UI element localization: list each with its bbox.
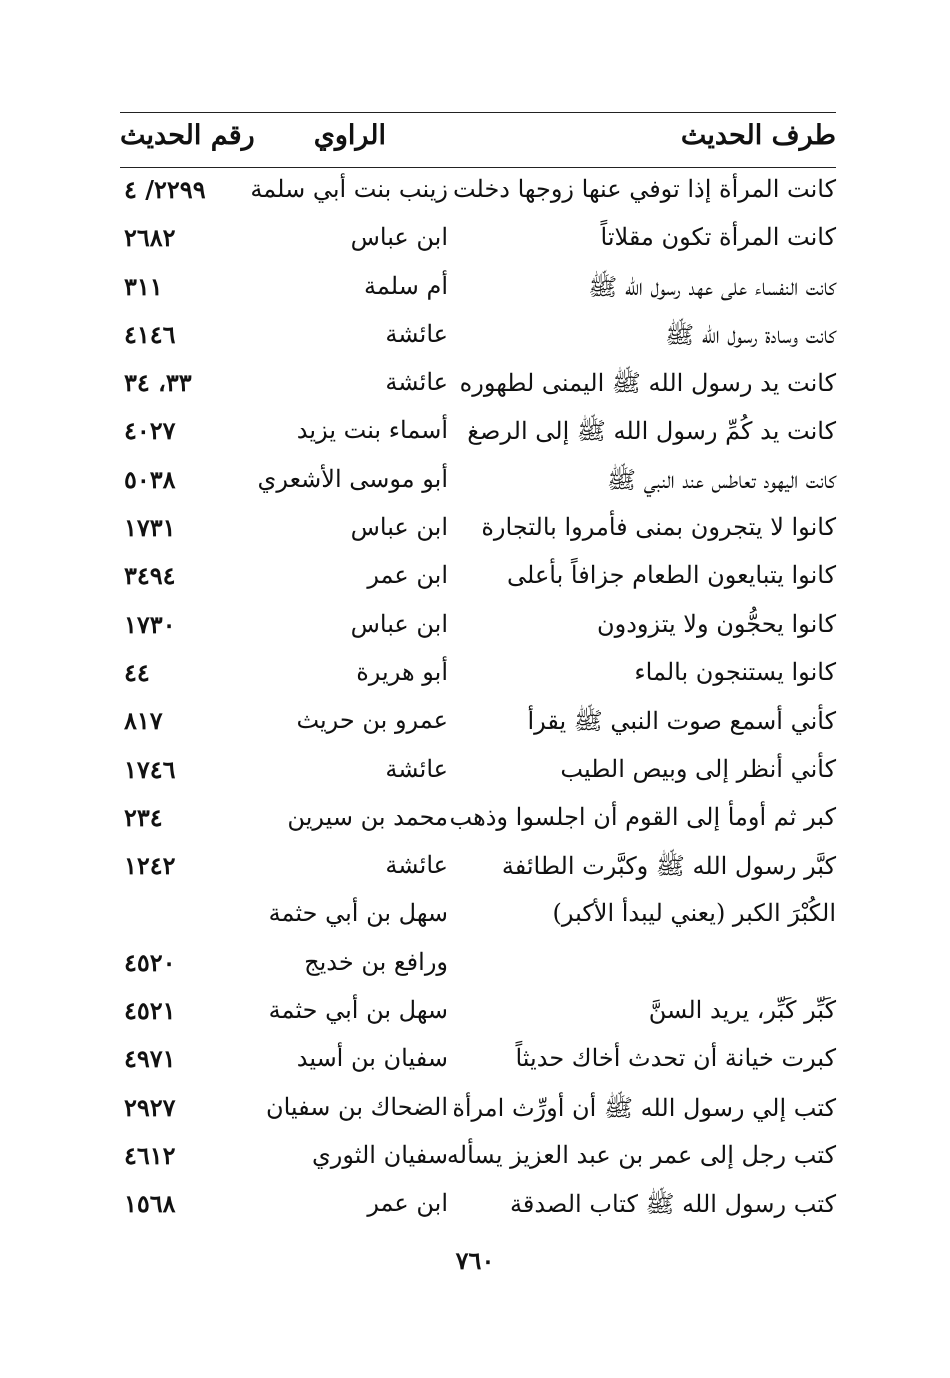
hadith-number: ١٢٤٢: [124, 851, 176, 881]
hadith-incipit: كانت المرأة إذا توفي عنها زوجها دخلت: [452, 175, 836, 203]
narrator: ابن عباس: [350, 609, 448, 638]
header-raqm: رقم الحديث: [120, 120, 255, 151]
hadith-incipit: كانت المرأة تكون مقلاتاً: [600, 223, 836, 252]
narrator: عائشة: [385, 754, 448, 783]
hadith-incipit: كانت اليهود تعاطس عند النبي ﷺ: [607, 465, 836, 494]
narrator: ابن عمر: [367, 561, 448, 590]
index-table: [120, 166, 836, 1229]
table-row: [120, 504, 836, 552]
table-row: [120, 794, 836, 842]
hadith-number: ١٧٤٦: [124, 754, 176, 784]
narrator: سهل بن أبي حثمة: [268, 899, 448, 928]
hadith-incipit: كتب رجل إلى عمر بن عبد العزيز يسأله: [446, 1140, 836, 1169]
table-row: [120, 649, 836, 697]
hadith-incipit: كبرت خيانة أن تحدث أخاك حديثاً: [515, 1044, 836, 1073]
narrator: زينب بنت أبي سلمة: [250, 175, 448, 203]
table-row: [120, 359, 836, 407]
narrator: عائشة: [385, 368, 448, 397]
table-row: [120, 456, 836, 504]
table-row: [120, 842, 836, 890]
table-row: [120, 1084, 836, 1132]
table-row: [120, 697, 836, 745]
hadith-number: ٥٠٣٨: [124, 464, 176, 494]
hadith-number: ٤٤: [124, 657, 150, 687]
narrator: ابن عمر: [367, 1189, 448, 1218]
narrator: سفيان الثوري: [311, 1140, 448, 1169]
top-rule: [120, 112, 836, 113]
hadith-number: ٢٢٩٩/ ٤: [124, 175, 206, 204]
hadith-number: ١٧٣٠: [124, 609, 176, 639]
hadith-number: ٤٦١٢: [124, 1140, 176, 1170]
hadith-number: ٤٥٢٠: [124, 947, 176, 977]
narrator: أم سلمة: [364, 271, 448, 300]
hadith-incipit: كأني أسمع صوت النبي ﷺ يقرأ: [527, 707, 836, 736]
hadith-number: ٤٩٧١: [124, 1044, 176, 1074]
hadith-incipit: كانت وسادة رسول الله ﷺ: [665, 320, 836, 349]
hadith-incipit: كبر ثم أومأ إلى القوم أن اجلسوا وذهب: [449, 802, 836, 831]
table-header: [120, 116, 836, 164]
hadith-incipit: كتب رسول الله ﷺ كتاب الصدقة: [509, 1190, 836, 1219]
hadith-incipit: كأني أنظر إلى وبيص الطيب: [560, 754, 836, 783]
hadith-number: ٤٠٢٧: [124, 416, 176, 446]
hadith-number: ١٥٦٨: [124, 1189, 176, 1219]
table-row: [120, 263, 836, 311]
table-row: [120, 601, 836, 649]
narrator: سهل بن أبي حثمة: [268, 996, 448, 1025]
narrator: ابن عباس: [350, 513, 448, 542]
narrator: أبو موسى الأشعري: [257, 464, 448, 493]
table-row: [120, 214, 836, 262]
hadith-incipit: كانوا لا يتجرون بمنى فأمروا بالتجارة: [481, 513, 836, 542]
table-row: [120, 1180, 836, 1228]
narrator: الضحاك بن سفيان: [265, 1092, 448, 1121]
hadith-incipit: كبَّر رسول الله ﷺ وكبَّرت الطائفة: [501, 852, 836, 881]
narrator: أسماء بنت يزيد: [296, 416, 448, 445]
header-rawi: الراوي: [313, 120, 386, 151]
hadith-number: ١٧٣١: [124, 513, 176, 543]
hadith-number: ٨١٧: [124, 706, 163, 736]
hadith-incipit: كانت النفساء على عهد رسول الله ﷺ: [588, 272, 836, 301]
hadith-incipit: الكُبْرَ الكبر (يعني ليبدأ الأكبر): [552, 899, 836, 928]
hadith-incipit: كانوا يحجُّون ولا يتزودون: [597, 609, 836, 638]
hadith-incipit: كَبِّر كَبِّر، يريد السنَّ: [648, 996, 836, 1025]
hadith-incipit: كتب إلي رسول الله ﷺ أن أورِّث امرأة: [452, 1093, 836, 1122]
table-row: [120, 987, 836, 1035]
page-number: ٧٦٠: [455, 1246, 495, 1275]
table-row: [120, 890, 836, 938]
hadith-number: ٢٣٤: [124, 802, 163, 832]
narrator: ورافع بن خديج: [304, 947, 448, 976]
table-row: [120, 311, 836, 359]
hadith-incipit: كانت يد كُمِّ رسول الله ﷺ إلى الرصغ: [467, 417, 836, 446]
narrator: سفيان بن أسيد: [296, 1044, 448, 1073]
table-row: [120, 1132, 836, 1180]
hadith-incipit: كانوا يتبايعون الطعام جزافاً بأعلى: [507, 561, 836, 590]
table-row: [120, 939, 836, 987]
narrator: عمرو بن حريث: [296, 706, 448, 735]
narrator: أبو هريرة: [356, 657, 448, 686]
table-row: [120, 1035, 836, 1083]
hadith-number: ٢٦٨٢: [124, 223, 176, 253]
hadith-number: ٣٣، ٣٤: [124, 368, 192, 398]
hadith-incipit: كانت يد رسول الله ﷺ اليمنى لطهوره: [459, 369, 836, 398]
table-row: [120, 746, 836, 794]
narrator: ابن عباس: [350, 223, 448, 252]
hadith-number: ٣١١: [124, 271, 163, 301]
hadith-number: ٤٥٢١: [124, 996, 176, 1026]
hadith-number: ٤١٤٦: [124, 319, 176, 349]
hadith-number: ٢٩٢٧: [124, 1092, 176, 1122]
table-row: [120, 166, 836, 214]
narrator: عائشة: [385, 851, 448, 880]
header-tarf: طرف الحديث: [680, 120, 836, 151]
table-row: [120, 552, 836, 600]
narrator: عائشة: [385, 319, 448, 348]
hadith-number: ٣٤٩٤: [124, 561, 176, 591]
table-row: [120, 407, 836, 455]
narrator: محمد بن سيرين: [287, 802, 448, 831]
hadith-incipit: كانوا يستنجون بالماء: [634, 657, 836, 686]
